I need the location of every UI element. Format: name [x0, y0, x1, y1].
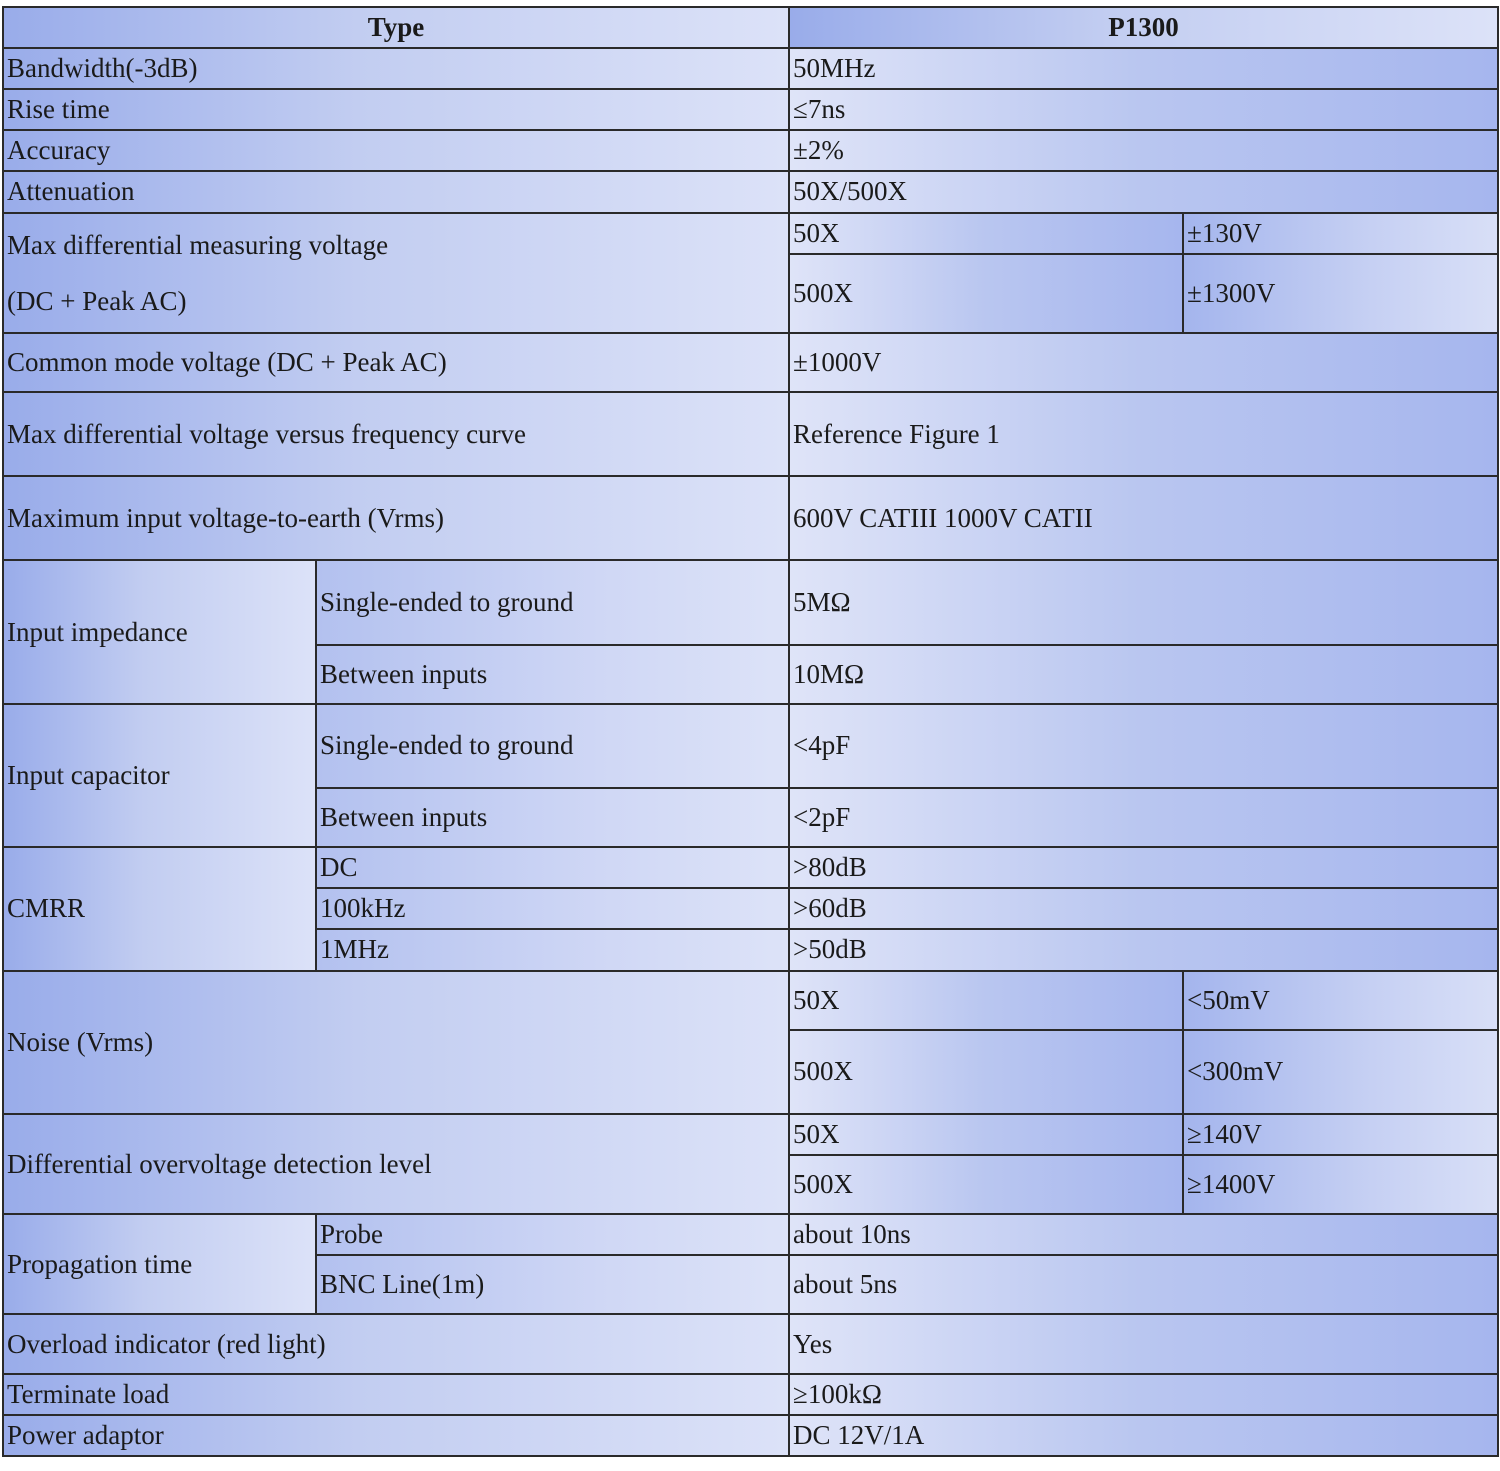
table-row-power — [3, 1415, 1498, 1456]
table-row-accuracy — [3, 130, 1498, 171]
table-row-attenuation — [3, 171, 1498, 212]
row-value: >80dB — [789, 847, 1498, 888]
row-value: 50X/500X — [789, 171, 1498, 212]
header-type: Type — [3, 7, 789, 48]
row-label: Bandwidth(-3dB) — [3, 48, 789, 89]
range-value: <300mV — [1183, 1030, 1498, 1114]
row-value: about 10ns — [789, 1214, 1498, 1255]
row-label — [3, 213, 789, 333]
row-value: <2pF — [789, 788, 1498, 847]
table-row-cmrr — [3, 847, 1498, 888]
row-value: ±2% — [789, 130, 1498, 171]
table-row-common-mode — [3, 333, 1498, 392]
range-label: 500X — [789, 1155, 1183, 1214]
table-row-max-diff-voltage — [3, 213, 1498, 254]
row-label: Common mode voltage (DC + Peak AC) — [3, 333, 789, 392]
table-row-input-impedance — [3, 560, 1498, 644]
row-label: Terminate load — [3, 1374, 789, 1415]
sub-label: 1MHz — [316, 929, 789, 970]
row-label: Maximum input voltage-to-earth (Vrms) — [3, 476, 789, 560]
row-label: Input capacitor — [3, 704, 316, 847]
row-value: about 5ns — [789, 1255, 1498, 1314]
row-value: 600V CATIII 1000V CATII — [789, 476, 1498, 560]
range-label: 50X — [789, 971, 1183, 1030]
range-value: ±130V — [1183, 213, 1498, 254]
table-row-overvoltage — [3, 1114, 1498, 1155]
table-row-freq-curve — [3, 392, 1498, 476]
row-label: Overload indicator (red light) — [3, 1314, 789, 1373]
row-value: >60dB — [789, 888, 1498, 929]
sub-label: Probe — [316, 1214, 789, 1255]
row-label: Input impedance — [3, 560, 316, 703]
row-value: <4pF — [789, 704, 1498, 788]
row-label: Noise (Vrms) — [3, 971, 789, 1114]
row-value: DC 12V/1A — [789, 1415, 1498, 1456]
range-value: <50mV — [1183, 971, 1498, 1030]
row-label: Attenuation — [3, 171, 789, 212]
header-model: P1300 — [789, 7, 1498, 48]
row-value: 10MΩ — [789, 645, 1498, 704]
row-value: ±1000V — [789, 333, 1498, 392]
row-label: CMRR — [3, 847, 316, 970]
row-value: Reference Figure 1 — [789, 392, 1498, 476]
row-value: 50MHz — [789, 48, 1498, 89]
row-label-line2: (DC + Peak AC) — [7, 285, 187, 316]
row-label: Rise time — [3, 89, 789, 130]
range-value: ≥1400V — [1183, 1155, 1498, 1214]
sub-label: Between inputs — [316, 788, 789, 847]
row-value: 5MΩ — [789, 560, 1498, 644]
table-row-overload — [3, 1314, 1498, 1373]
range-value: ≥140V — [1183, 1114, 1498, 1155]
row-label: Differential overvoltage detection level — [3, 1114, 789, 1214]
header-row — [3, 7, 1498, 48]
sub-label: Single-ended to ground — [316, 704, 789, 788]
row-value: Yes — [789, 1314, 1498, 1373]
range-label: 500X — [789, 1030, 1183, 1114]
row-label-line1: Max differential measuring voltage — [7, 229, 389, 260]
table-row-noise — [3, 971, 1498, 1030]
row-label: Max differential voltage versus frequency curve — [3, 392, 789, 476]
range-label: 50X — [789, 213, 1183, 254]
sub-label: Between inputs — [316, 645, 789, 704]
table-row-propagation — [3, 1214, 1498, 1255]
sub-label: DC — [316, 847, 789, 888]
row-label: Accuracy — [3, 130, 789, 171]
range-label: 50X — [789, 1114, 1183, 1155]
sub-label: BNC Line(1m) — [316, 1255, 789, 1314]
sub-label: 100kHz — [316, 888, 789, 929]
range-label: 500X — [789, 254, 1183, 333]
table-row-terminate — [3, 1374, 1498, 1415]
sub-label: Single-ended to ground — [316, 560, 789, 644]
row-label: Power adaptor — [3, 1415, 789, 1456]
row-value: >50dB — [789, 929, 1498, 970]
table-row-rise-time — [3, 89, 1498, 130]
table-row-bandwidth — [3, 48, 1498, 89]
spec-table — [2, 6, 1499, 1457]
range-value: ±1300V — [1183, 254, 1498, 333]
row-value: ≤7ns — [789, 89, 1498, 130]
row-value: ≥100kΩ — [789, 1374, 1498, 1415]
table-row-input-capacitor — [3, 704, 1498, 788]
row-label: Propagation time — [3, 1214, 316, 1314]
table-row-max-input-earth — [3, 476, 1498, 560]
